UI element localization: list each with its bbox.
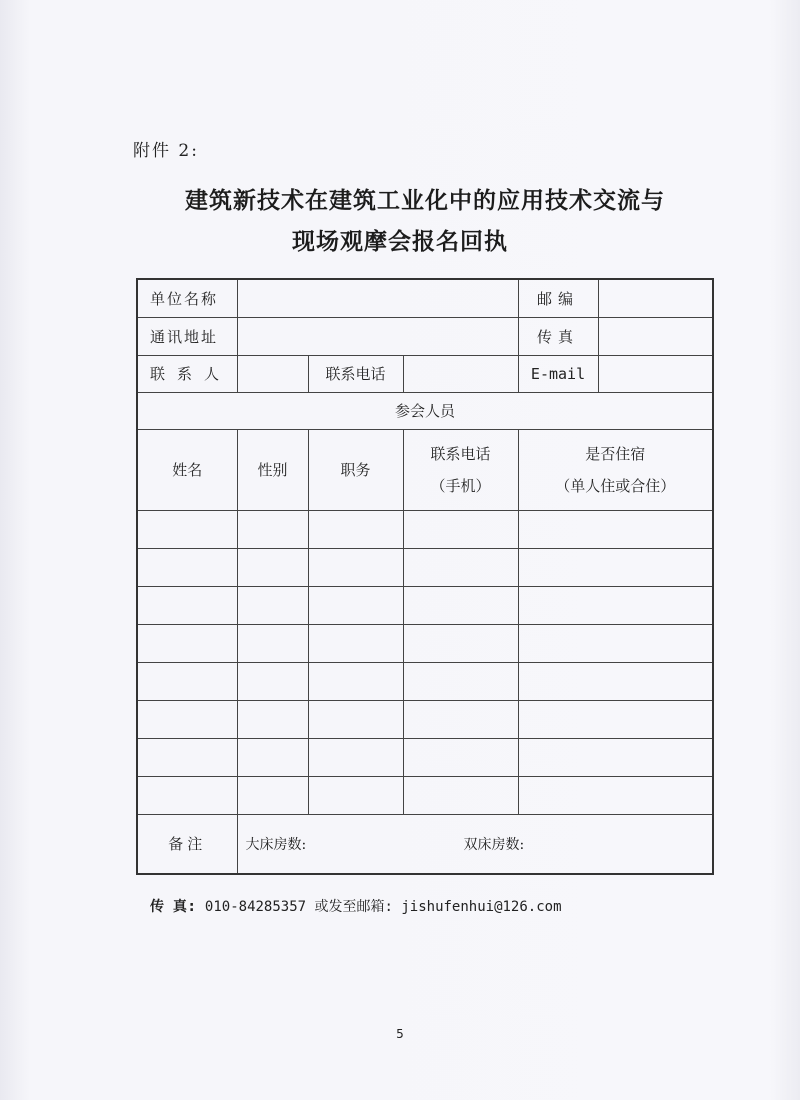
participant-position-cell[interactable] (308, 776, 403, 814)
participant-phone-cell[interactable] (403, 662, 518, 700)
col-lodging-header-line2: （单人住或合住） (555, 476, 676, 495)
address-field[interactable] (237, 317, 518, 355)
participant-position-cell[interactable] (308, 624, 403, 662)
address-label: 通讯地址 (137, 317, 237, 355)
participant-gender-cell[interactable] (237, 510, 308, 548)
participant-lodging-cell[interactable] (518, 624, 713, 662)
participant-gender-cell[interactable] (237, 548, 308, 586)
participants-header-row (137, 392, 713, 429)
postcode-field[interactable] (598, 279, 713, 317)
participant-name-cell[interactable] (137, 586, 237, 624)
participants-columns-row (137, 429, 713, 510)
participant-position-cell[interactable] (308, 738, 403, 776)
page-number: 5 (396, 1027, 404, 1041)
postcode-label: 邮编 (518, 279, 598, 317)
document-title-line1: 建筑新技术在建筑工业化中的应用技术交流与 (185, 188, 665, 214)
participant-lodging-cell[interactable] (518, 776, 713, 814)
participant-name-cell[interactable] (137, 738, 237, 776)
participant-position-cell[interactable] (308, 700, 403, 738)
participant-gender-cell[interactable] (237, 624, 308, 662)
contact-field[interactable] (237, 355, 308, 392)
document-title-line2: 现场观摩会报名回执 (292, 229, 508, 255)
big-bed-label: 大床房数: (245, 836, 307, 853)
contact-phone-field[interactable] (403, 355, 518, 392)
participant-name-cell[interactable] (137, 510, 237, 548)
participant-row (137, 662, 713, 700)
registration-form-table (136, 278, 714, 875)
participant-gender-cell[interactable] (237, 738, 308, 776)
participant-row (137, 510, 713, 548)
col-lodging-header-line1: 是否住宿 (585, 444, 646, 463)
footer-fax-label: 传 真: (150, 899, 197, 915)
email-label: E-mail (518, 355, 598, 392)
contact-row (137, 355, 713, 392)
participant-name-cell[interactable] (137, 776, 237, 814)
remark-row (137, 814, 713, 874)
unit-name-row (137, 279, 713, 317)
participant-row (137, 624, 713, 662)
participant-gender-cell[interactable] (237, 586, 308, 624)
participant-row (137, 700, 713, 738)
col-phone-header (403, 429, 518, 510)
participant-row (137, 738, 713, 776)
participant-lodging-cell[interactable] (518, 586, 713, 624)
participant-row (137, 586, 713, 624)
participant-phone-cell[interactable] (403, 548, 518, 586)
participant-position-cell[interactable] (308, 548, 403, 586)
participant-phone-cell[interactable] (403, 586, 518, 624)
address-row (137, 317, 713, 355)
participant-phone-cell[interactable] (403, 700, 518, 738)
twin-bed-label: 双床房数: (463, 836, 525, 853)
unit-name-field[interactable] (237, 279, 518, 317)
fax-field[interactable] (598, 317, 713, 355)
participant-gender-cell[interactable] (237, 700, 308, 738)
fax-label: 传真 (518, 317, 598, 355)
contact-phone-label: 联系电话 (308, 355, 403, 392)
footer-contact-text: 010-84285357 或发至邮箱: jishufenhui@126.com (204, 899, 562, 915)
attachment-label: 附件 2: (133, 141, 199, 161)
unit-name-label: 单位名称 (137, 279, 237, 317)
participant-position-cell[interactable] (308, 510, 403, 548)
participant-phone-cell[interactable] (403, 776, 518, 814)
contact-label: 联系人 (137, 355, 237, 392)
participant-row (137, 548, 713, 586)
col-phone-header-line1: 联系电话 (430, 444, 491, 463)
participant-lodging-cell[interactable] (518, 510, 713, 548)
participant-row (137, 776, 713, 814)
participant-name-cell[interactable] (137, 548, 237, 586)
participant-lodging-cell[interactable] (518, 700, 713, 738)
col-lodging-header (518, 429, 713, 510)
col-name-header: 姓名 (137, 429, 237, 510)
participant-position-cell[interactable] (308, 662, 403, 700)
participant-lodging-cell[interactable] (518, 738, 713, 776)
participant-position-cell[interactable] (308, 586, 403, 624)
participants-header: 参会人员 (137, 392, 713, 429)
col-gender-header: 性别 (237, 429, 308, 510)
fax-email-footer (150, 896, 562, 916)
participant-gender-cell[interactable] (237, 776, 308, 814)
participant-phone-cell[interactable] (403, 624, 518, 662)
participant-name-cell[interactable] (137, 662, 237, 700)
participant-gender-cell[interactable] (237, 662, 308, 700)
participant-lodging-cell[interactable] (518, 548, 713, 586)
remark-label: 备注 (137, 814, 237, 874)
participant-name-cell[interactable] (137, 700, 237, 738)
participant-lodging-cell[interactable] (518, 662, 713, 700)
participant-phone-cell[interactable] (403, 510, 518, 548)
email-field[interactable] (598, 355, 713, 392)
col-position-header: 职务 (308, 429, 403, 510)
participant-name-cell[interactable] (137, 624, 237, 662)
remark-field[interactable] (237, 814, 713, 874)
col-phone-header-line2: （手机） (430, 476, 491, 495)
participant-phone-cell[interactable] (403, 738, 518, 776)
